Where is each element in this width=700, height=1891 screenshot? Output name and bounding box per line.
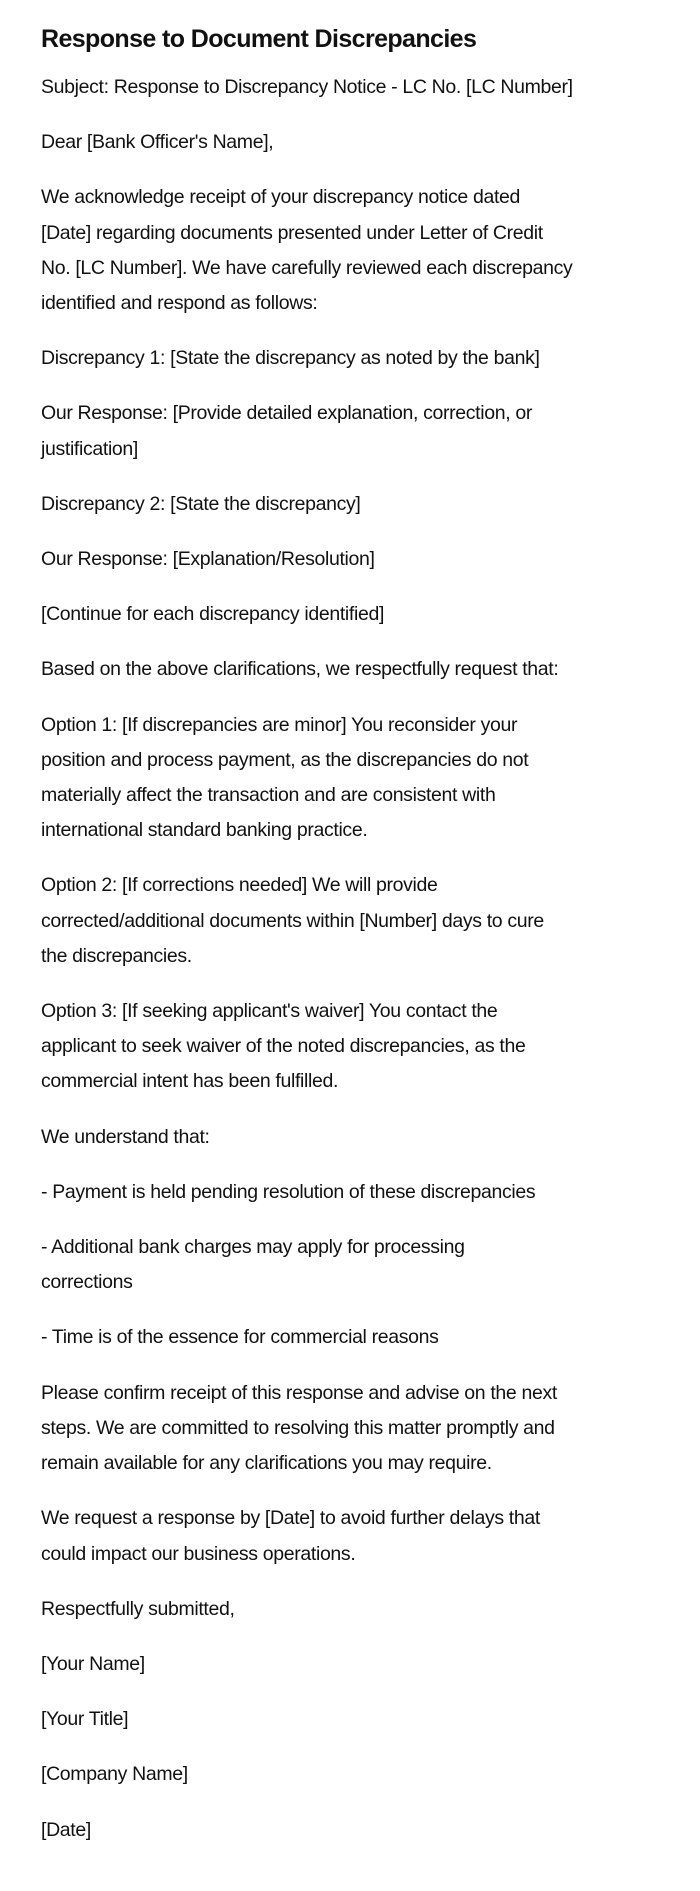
text-line: remain available for any clarifications you may require. [41, 1452, 492, 1475]
text-line: justification] [41, 437, 138, 460]
paragraph-confirmation-request [41, 1376, 681, 1482]
text-line: - Time is of the essence for commercial reasons [41, 1326, 439, 1349]
paragraph-response-2 [41, 542, 681, 577]
document-title: Response to Document Discrepancies [41, 25, 477, 53]
paragraph-understanding-intro [41, 1120, 681, 1155]
paragraph-deadline-request [41, 1501, 681, 1571]
text-line: could impact our business operations. [41, 1542, 356, 1565]
paragraph-salutation [41, 125, 681, 160]
paragraph-continue-note [41, 597, 681, 632]
text-line: Option 1: [If discrepancies are minor] You reconsider your [41, 713, 518, 736]
text-line: Option 3: [If seeking applicant's waiver] You contact the [41, 1000, 498, 1023]
text-line: Our Response: [Provide detailed explanation, correction, or [41, 402, 532, 425]
text-line: corrected/additional documents within [Number] days to cure [41, 909, 544, 932]
text-line: [Date] regarding documents presented under Letter of Credit [41, 221, 543, 244]
text-line: Subject: Response to Discrepancy Notice - LC No. [LC Number] [41, 76, 573, 98]
paragraph-response-1 [41, 396, 681, 466]
text-line: the discrepancies. [41, 944, 192, 967]
text-line: Respectfully submitted, [41, 1597, 235, 1620]
paragraph-signature-name [41, 1647, 681, 1682]
paragraph-signature-title [41, 1702, 681, 1737]
text-line: We request a response by [Date] to avoid further delays that [41, 1507, 540, 1530]
text-line: identified and respond as follows: [41, 292, 318, 315]
text-line: We acknowledge receipt of your discrepancy notice dated [41, 186, 521, 209]
paragraph-discrepancy-2 [41, 487, 681, 522]
paragraph-option-3 [41, 994, 681, 1100]
text-line: international standard banking practice. [41, 819, 368, 842]
paragraph-option-1 [41, 708, 681, 849]
paragraph-understanding-3 [41, 1320, 681, 1355]
text-line: [Company Name] [41, 1763, 188, 1786]
paragraph-request-intro [41, 652, 681, 687]
text-line: Discrepancy 2: [State the discrepancy] [41, 492, 361, 515]
text-line: applicant to seek waiver of the noted discrepancies, as the [41, 1035, 526, 1058]
text-line: [Your Title] [41, 1708, 129, 1731]
text-line: [Date] [41, 1818, 91, 1841]
text-line: steps. We are committed to resolving this matter promptly and [41, 1416, 555, 1439]
document-body [41, 70, 681, 1848]
text-line: Our Response: [Explanation/Resolution] [41, 548, 375, 571]
paragraph-subject [41, 70, 681, 105]
paragraph-signature-company [41, 1757, 681, 1792]
text-line: Dear [Bank Officer's Name], [41, 131, 274, 154]
paragraph-discrepancy-1 [41, 341, 681, 376]
paragraph-acknowledgement [41, 180, 681, 321]
paragraph-understanding-1 [41, 1175, 681, 1210]
text-line: No. [LC Number]. We have carefully reviewed each discrepancy [41, 256, 573, 279]
document [41, 22, 681, 1868]
text-line: [Your Name] [41, 1652, 145, 1675]
paragraph-understanding-2 [41, 1230, 681, 1300]
paragraph-signature-date [41, 1813, 681, 1848]
text-line: Please confirm receipt of this response and advise on the next [41, 1381, 557, 1404]
text-line: [Continue for each discrepancy identified] [41, 603, 385, 626]
text-line: Discrepancy 1: [State the discrepancy as noted by the bank] [41, 347, 540, 370]
text-line: Based on the above clarifications, we respectfully request that: [41, 658, 559, 681]
text-line: commercial intent has been fulfilled. [41, 1070, 339, 1093]
text-line: materially affect the transaction and are consistent with [41, 784, 496, 807]
text-line: - Payment is held pending resolution of these discrepancies [41, 1180, 536, 1203]
paragraph-closing [41, 1592, 681, 1627]
text-line: position and process payment, as the discrepancies do not [41, 748, 529, 771]
text-line: We understand that: [41, 1125, 210, 1148]
text-line: - Additional bank charges may apply for processing [41, 1236, 465, 1259]
text-line: Option 2: [If corrections needed] We will provide [41, 874, 438, 897]
paragraph-option-2 [41, 868, 681, 974]
text-line: corrections [41, 1271, 133, 1294]
